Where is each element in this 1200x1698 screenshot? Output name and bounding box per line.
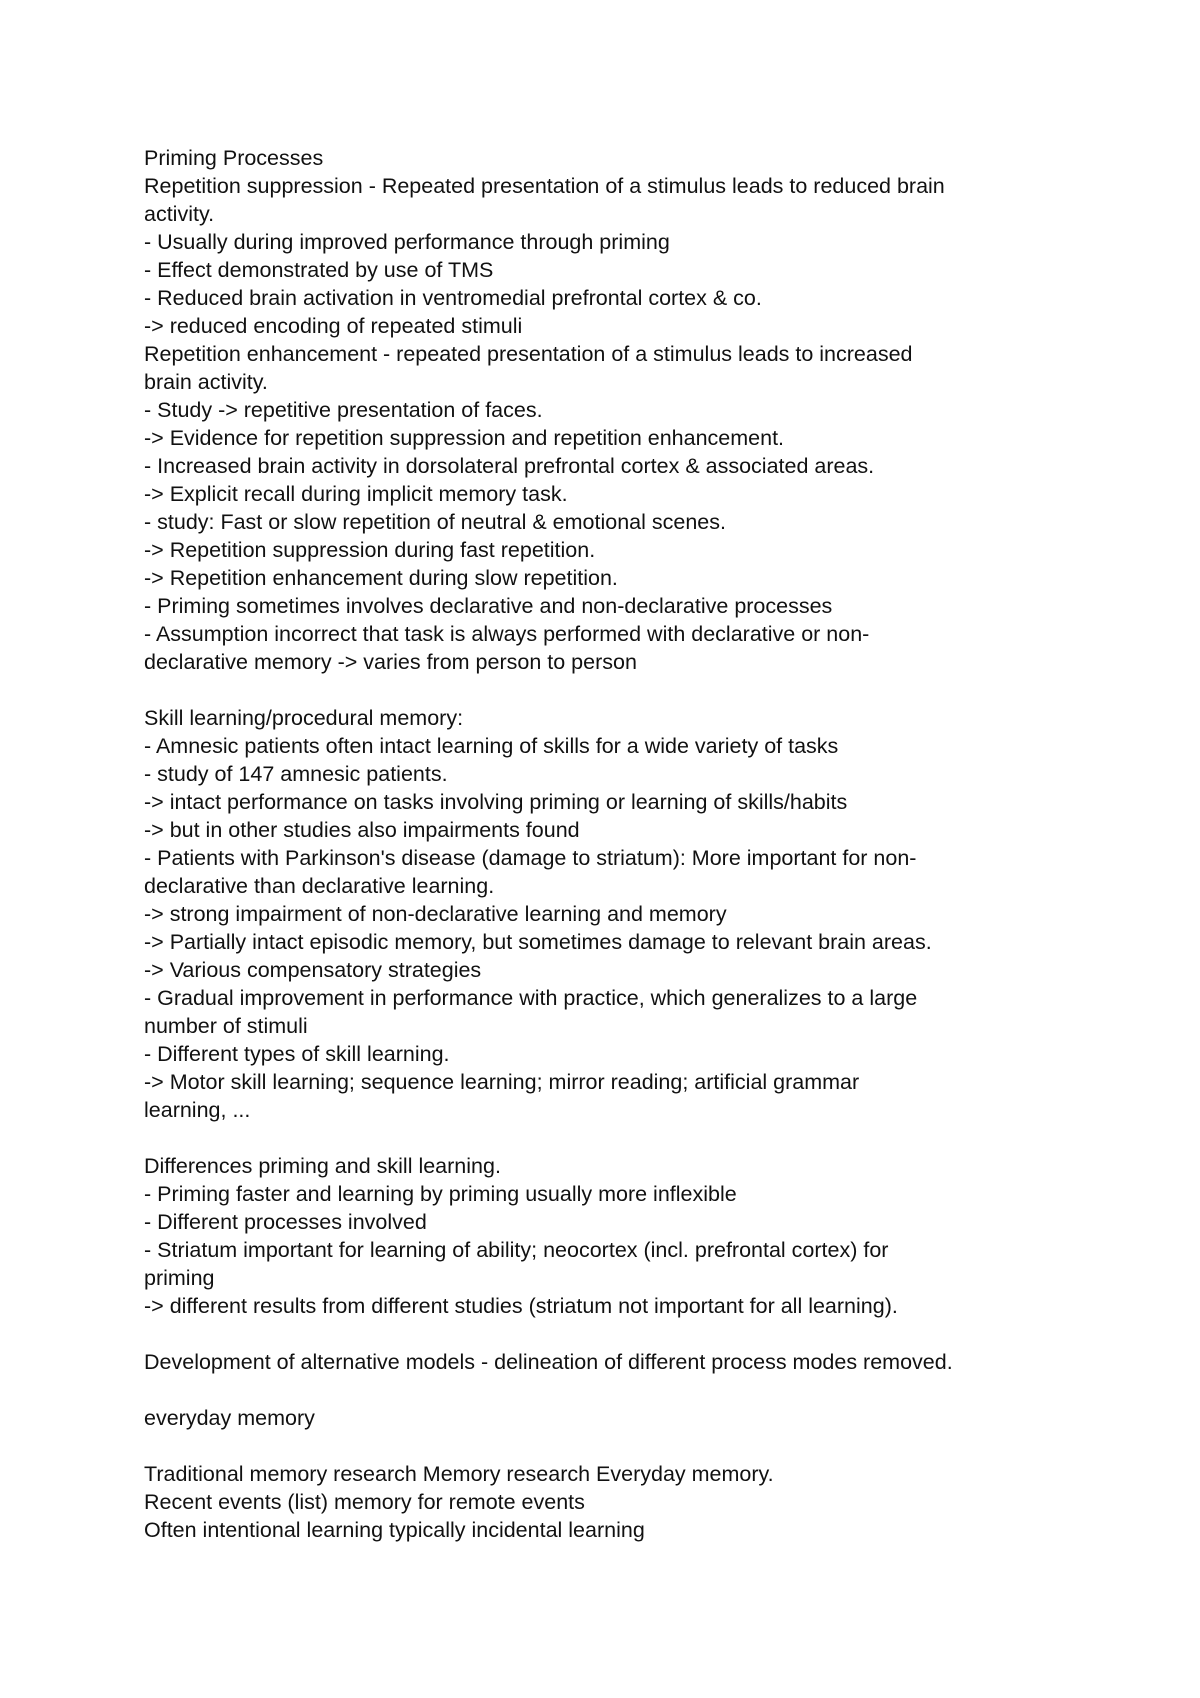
blank-line — [144, 1376, 1074, 1404]
text-line: declarative memory -> varies from person to person — [144, 650, 637, 674]
text-line: -> Evidence for repetition suppression and repetition enhancement. — [144, 426, 785, 450]
text-line: declarative than declarative learning. — [144, 874, 495, 898]
text-line: Priming Processes — [144, 146, 324, 170]
text-line: Often intentional learning typically incidental learning — [144, 1518, 645, 1542]
text-line: everyday memory — [144, 1406, 315, 1430]
text-line: -> reduced encoding of repeated stimuli — [144, 314, 523, 338]
text-line: -> Repetition suppression during fast repetition. — [144, 538, 596, 562]
text-line: brain activity. — [144, 370, 268, 394]
text-line: - Gradual improvement in performance with practice, which generalizes to a large — [144, 986, 918, 1010]
text-line: - Amnesic patients often intact learning of skills for a wide variety of tasks — [144, 734, 839, 758]
text-line: - Priming faster and learning by priming usually more inflexible — [144, 1182, 737, 1206]
blank-line — [144, 676, 1074, 704]
text-line: - study of 147 amnesic patients. — [144, 762, 448, 786]
text-line: - Usually during improved performance through priming — [144, 230, 670, 254]
text-line: Repetition enhancement - repeated presentation of a stimulus leads to increased — [144, 342, 913, 366]
text-line: Development of alternative models - delineation of different process modes removed. — [144, 1350, 953, 1374]
text-line: priming — [144, 1266, 215, 1290]
text-line: -> Repetition enhancement during slow repetition. — [144, 566, 618, 590]
blank-line — [144, 1432, 1074, 1460]
text-line: Traditional memory research Memory research Everyday memory. — [144, 1462, 774, 1486]
text-line: - Priming sometimes involves declarative and non-declarative processes — [144, 594, 833, 618]
text-line: - Different types of skill learning. — [144, 1042, 450, 1066]
text-line: - Study -> repetitive presentation of faces. — [144, 398, 543, 422]
text-line: - Reduced brain activation in ventromedial prefrontal cortex & co. — [144, 286, 762, 310]
text-line: Differences priming and skill learning. — [144, 1154, 501, 1178]
text-line: -> intact performance on tasks involving priming or learning of skills/habits — [144, 790, 848, 814]
text-line: -> different results from different studies (striatum not important for all learning). — [144, 1294, 898, 1318]
text-line: Skill learning/procedural memory: — [144, 706, 464, 730]
text-line: -> Motor skill learning; sequence learning; mirror reading; artificial grammar — [144, 1070, 860, 1094]
text-line: Repetition suppression - Repeated presentation of a stimulus leads to reduced brain — [144, 174, 945, 198]
text-line: - study: Fast or slow repetition of neutral & emotional scenes. — [144, 510, 726, 534]
text-line: -> Various compensatory strategies — [144, 958, 482, 982]
text-line: -> Partially intact episodic memory, but sometimes damage to relevant brain areas. — [144, 930, 932, 954]
blank-line — [144, 1320, 1074, 1348]
text-line: -> Explicit recall during implicit memory task. — [144, 482, 568, 506]
text-line: - Striatum important for learning of ability; neocortex (incl. prefrontal cortex) for — [144, 1238, 889, 1262]
blank-line — [144, 1124, 1074, 1152]
text-line: - Different processes involved — [144, 1210, 427, 1234]
text-line: - Effect demonstrated by use of TMS — [144, 258, 494, 282]
text-line: - Increased brain activity in dorsolateral prefrontal cortex & associated areas. — [144, 454, 875, 478]
text-line: activity. — [144, 202, 215, 226]
text-line: - Patients with Parkinson's disease (damage to striatum): More important for non- — [144, 846, 917, 870]
text-line: Recent events (list) memory for remote events — [144, 1490, 585, 1514]
text-line: - Assumption incorrect that task is always performed with declarative or non- — [144, 622, 870, 646]
text-line: -> strong impairment of non-declarative learning and memory — [144, 902, 727, 926]
text-line: learning, ... — [144, 1098, 251, 1122]
document-text — [144, 144, 1074, 1544]
text-line: number of stimuli — [144, 1014, 308, 1038]
text-line: -> but in other studies also impairments found — [144, 818, 580, 842]
